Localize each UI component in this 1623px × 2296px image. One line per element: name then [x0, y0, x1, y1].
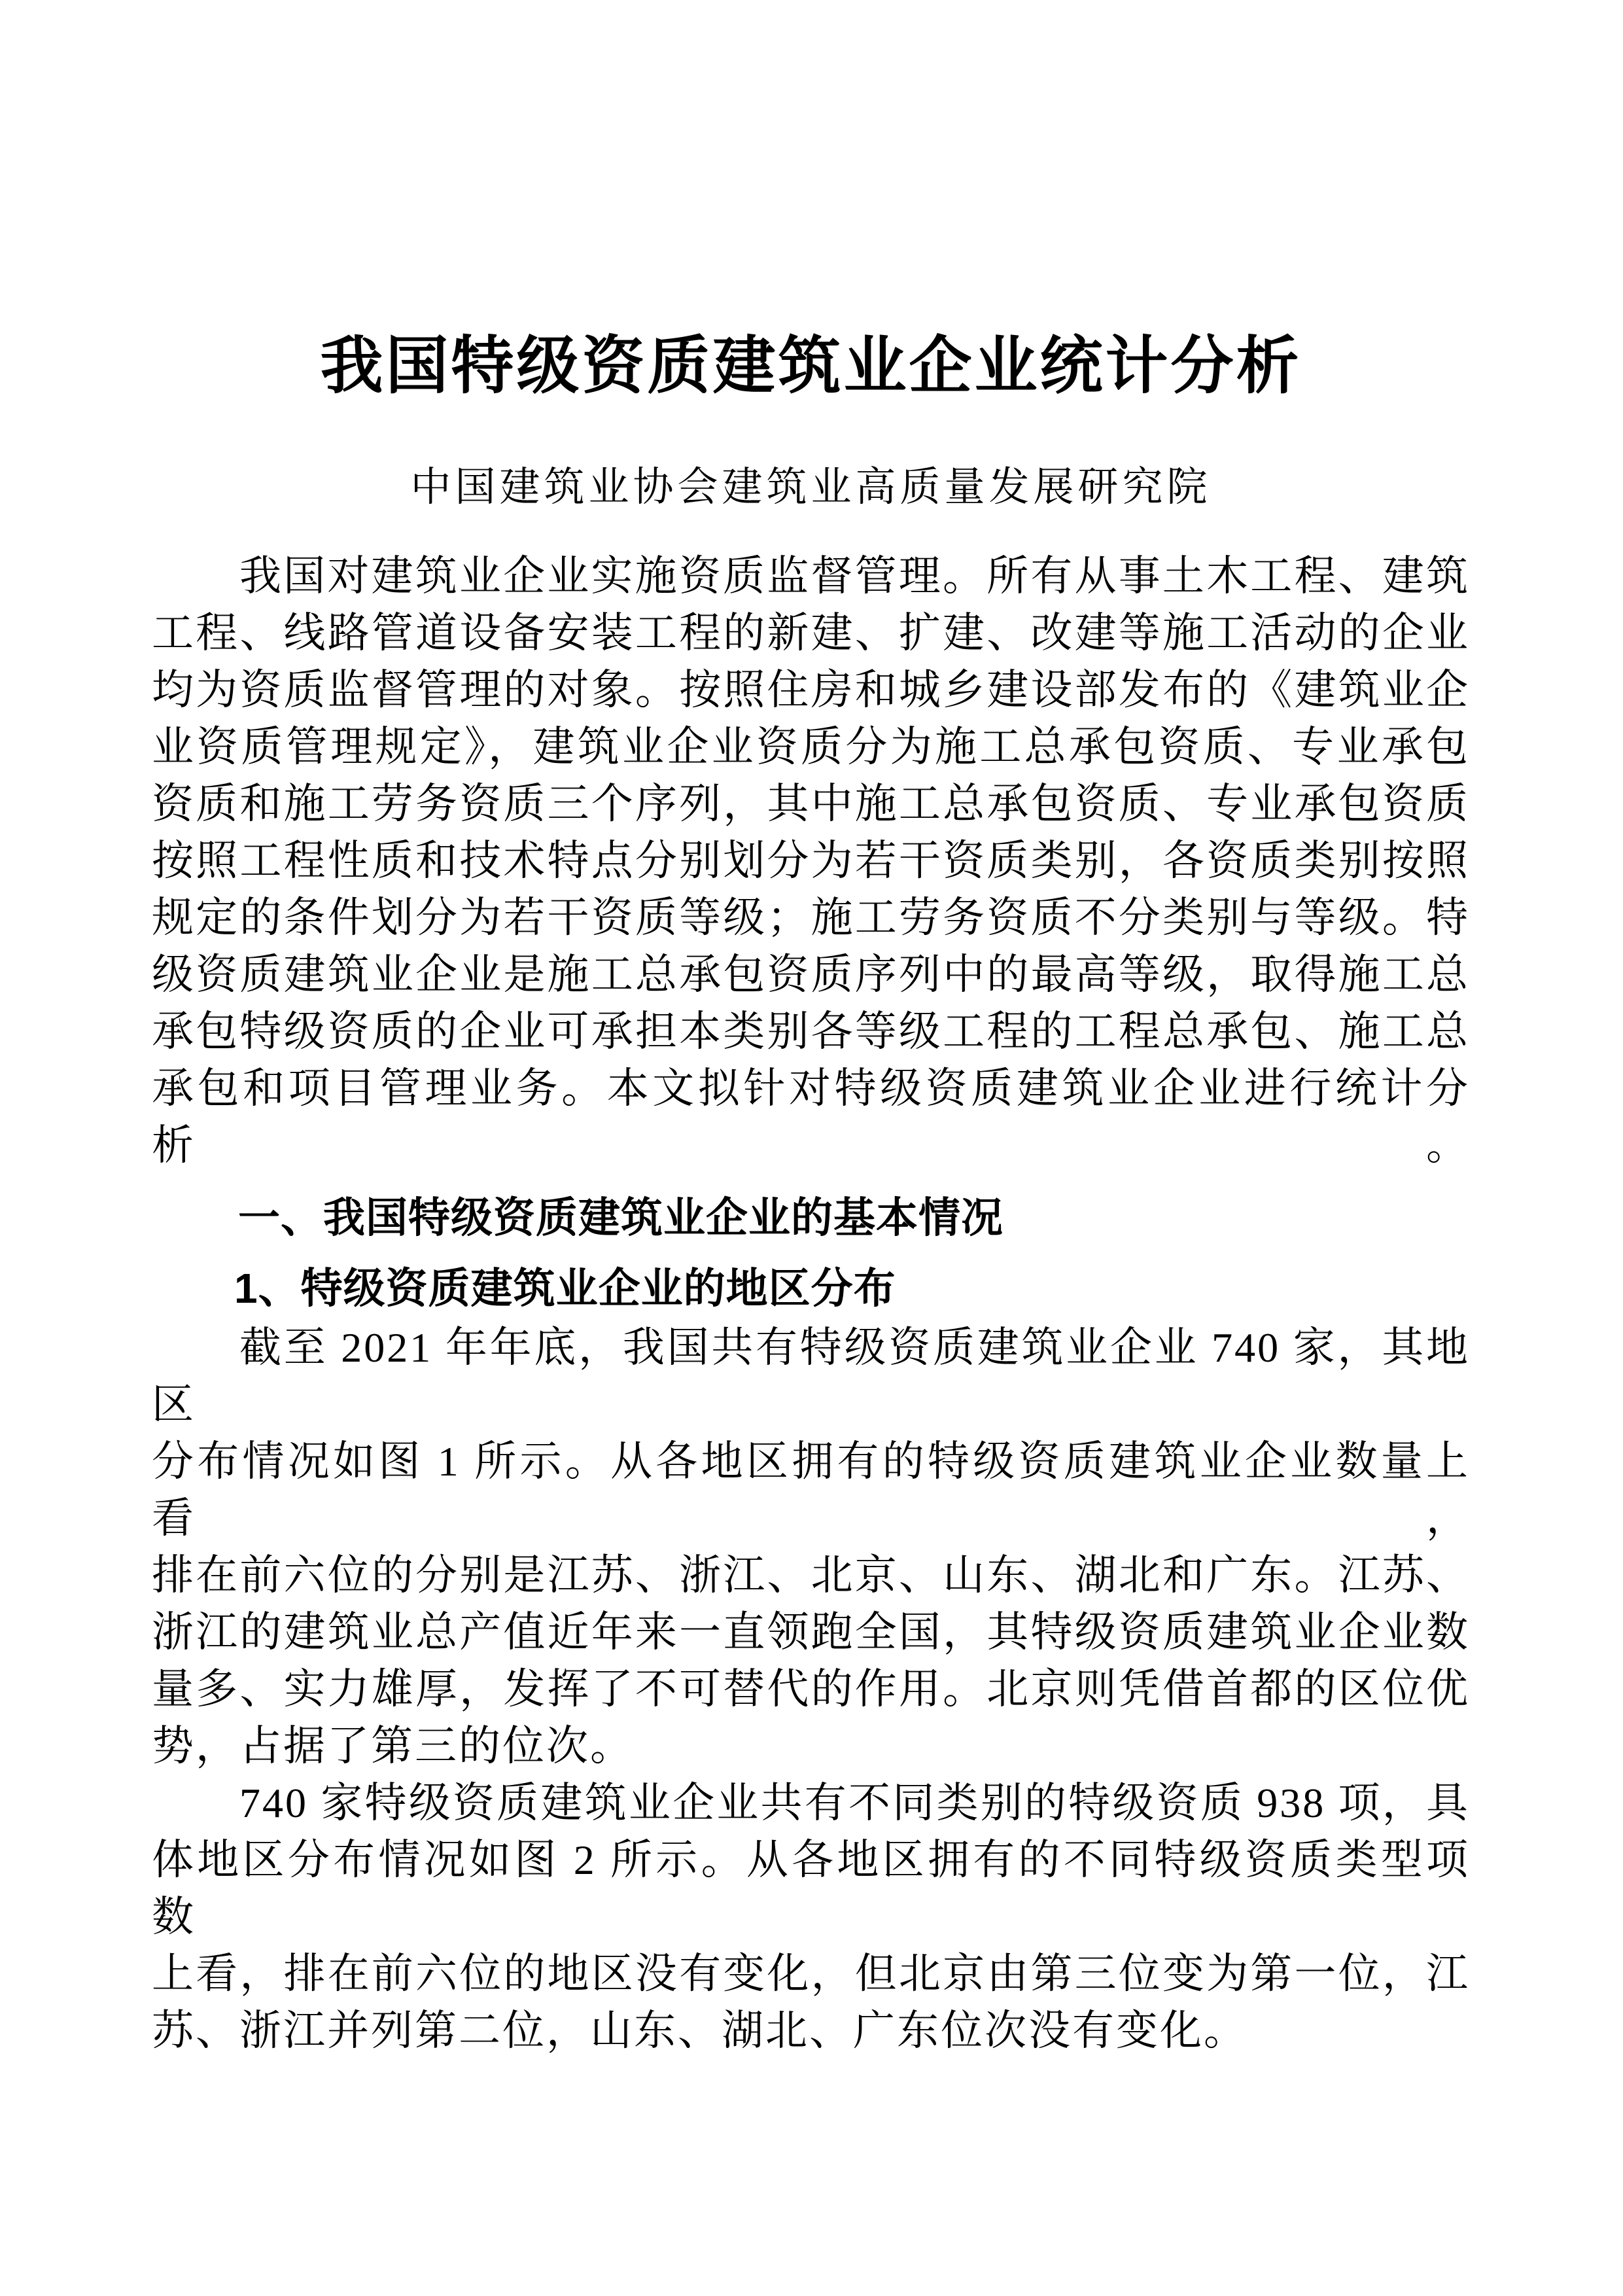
document-title: 我国特级资质建筑业企业统计分析	[320, 331, 1302, 401]
text-line: 上看，排在前六位的地区没有变化，但北京由第三位变为第一位，江	[152, 1951, 1470, 1997]
text-line: 规定的条件划分为若干资质等级；施工劳务资质不分类别与等级。特	[152, 894, 1470, 941]
section-heading-basic-situation: 一、我国特级资质建筑业企业的基本情况	[238, 1194, 1003, 1241]
text-line: 按照工程性质和技术特点分别划分为若干资质类别，各资质类别按照	[152, 838, 1470, 884]
text-line: 工程、线路管道设备安装工程的新建、扩建、改建等施工活动的企业	[152, 610, 1470, 656]
text-line: 截至 2021 年年底，我国共有特级资质建筑业企业 740 家，其地区	[152, 1324, 1470, 1428]
text-line: 740 家特级资质建筑业企业共有不同类别的特级资质 938 项，具	[239, 1780, 1470, 1826]
text-line: 浙江的建筑业总产值近年来一直领跑全国，其特级资质建筑业企业数	[152, 1609, 1470, 1655]
text-line: 承包特级资质的企业可承担本类别各等级工程的工程总承包、施工总	[152, 1008, 1470, 1055]
paragraph-intro	[152, 548, 1470, 1174]
text-line: 资质和施工劳务资质三个序列，其中施工总承包资质、专业承包资质	[152, 781, 1470, 827]
paragraph-qualification-projects	[152, 1775, 1470, 2059]
document-subtitle: 中国建筑业协会建筑业高质量发展研究院	[410, 465, 1212, 510]
text-line: 体地区分布情况如图 2 所示。从各地区拥有的不同特级资质类型项数	[152, 1837, 1470, 1940]
text-line: 级资质建筑业企业是施工总承包资质序列中的最高等级，取得施工总	[152, 951, 1470, 998]
text-line: 我国对建筑业企业实施资质监督管理。所有从事土木工程、建筑	[239, 553, 1470, 599]
text-line: 业资质管理规定》，建筑业企业资质分为施工总承包资质、专业承包	[152, 724, 1470, 770]
text-line: 排在前六位的分别是江苏、浙江、北京、山东、湖北和广东。江苏、	[152, 1552, 1470, 1598]
text-line: 均为资质监督管理的对象。按照住房和城乡建设部发布的《建筑业企	[152, 667, 1470, 713]
paragraph-region-distribution	[152, 1319, 1470, 1775]
text-line: 势，占据了第三的位次。	[152, 1723, 634, 1769]
text-line: 苏、浙江并列第二位，山东、湖北、广东位次没有变化。	[152, 2007, 1248, 2054]
text-line: 分布情况如图 1 所示。从各地区拥有的特级资质建筑业企业数量上看，	[152, 1438, 1470, 1542]
subsection-heading-region-distribution: 1、特级资质建筑业企业的地区分布	[234, 1265, 896, 1312]
text-line: 承包和项目管理业务。本文拟针对特级资质建筑业企业进行统计分析。	[152, 1065, 1470, 1169]
text-line: 量多、实力雄厚，发挥了不可替代的作用。北京则凭借首都的区位优	[152, 1666, 1470, 1712]
text-column	[152, 0, 1470, 2059]
